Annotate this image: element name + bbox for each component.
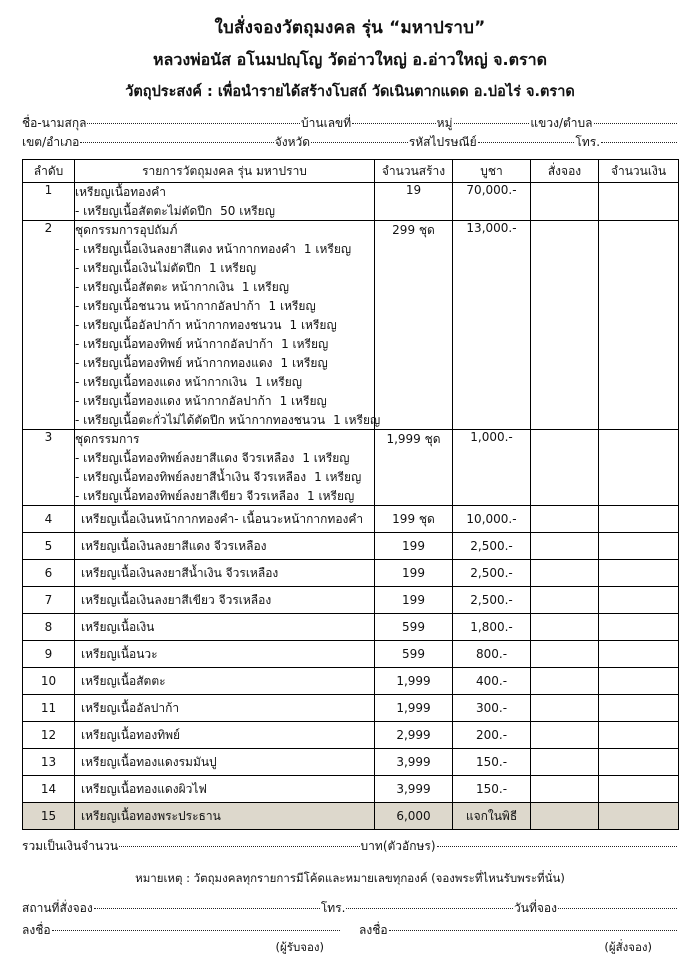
cell-amount-input[interactable]: [599, 587, 679, 614]
footer-phone-input[interactable]: [346, 897, 513, 909]
cell-price: 70,000.-: [453, 183, 531, 221]
cell-price: 150.-: [453, 749, 531, 776]
province-input[interactable]: [311, 131, 408, 143]
table-row: [23, 614, 679, 641]
item-sub-amount: 1 เหรียญ: [303, 242, 352, 256]
item-title: เหรียญเนื้อทองทิพย์: [81, 728, 181, 742]
item-sub-amount: 1 เหรียญ: [208, 261, 257, 275]
item-sub-text: - เหรียญเนื้อทองทิพย์ หน้ากากอัลปาก้า: [75, 337, 274, 351]
item-sub-amount: 1 เหรียญ: [279, 394, 327, 408]
item-sub-text: - เหรียญเนื้อสัตตะไม่ตัดปีก: [75, 204, 213, 218]
cell-quantity-made: 6,000: [375, 803, 453, 830]
province-label: จังหวัด: [274, 135, 311, 149]
item-sub-line: [75, 469, 374, 486]
cell-description: [75, 614, 375, 641]
item-title: เหรียญเนื้อทองพระประธาน: [81, 809, 221, 823]
item-sub-amount: 1 เหรียญ: [289, 318, 337, 332]
table-row: [23, 560, 679, 587]
cell-quantity-made: 3,999: [375, 749, 453, 776]
header-purpose: วัตถุประสงค์ : เพื่อนำรายได้สร้างโบสถ์ วัดเนินตากแดด อ.บ่อไร่ จ.ตราด: [125, 84, 575, 100]
cell-description: [75, 776, 375, 803]
col-header-price: บูชา: [453, 160, 531, 183]
cell-no: 6: [23, 560, 75, 587]
item-sub-amount: 1 เหรียญ: [314, 470, 362, 484]
item-sub-text: - เหรียญเนื้อสัตตะ หน้ากากเงิน: [75, 280, 234, 294]
item-sub-line: [75, 393, 374, 410]
item-title: เหรียญเนื้อนวะ: [81, 647, 158, 661]
cell-order-input[interactable]: [531, 668, 599, 695]
place-label: สถานที่สั่งจอง: [22, 901, 93, 915]
item-sub-line: [75, 298, 374, 315]
postcode-input[interactable]: [478, 131, 575, 143]
cell-no: 9: [23, 641, 75, 668]
customer-fields: [22, 114, 678, 152]
cell-description: [75, 221, 381, 430]
cell-price: 13,000.-: [453, 221, 531, 430]
cell-no: 2: [23, 221, 75, 430]
date-input[interactable]: [558, 897, 677, 909]
item-sub-text: - เหรียญเนื้อทองทิพย์ลงยาสีน้ำเงิน จีวรเหลือง: [75, 470, 307, 484]
item-sub-text: - เหรียญเนื้อทองแดง หน้ากากอัลปาก้า: [75, 394, 272, 408]
header-subtitle: หลวงพ่อนัส อโนมปญฺโญ วัดอ่าวใหญ่ อ.อ่าวใหญ่ จ.ตราด: [152, 50, 547, 69]
footer-phone-label: โทร.: [320, 901, 346, 915]
cell-quantity-made: 19: [375, 183, 453, 221]
footer-note: หมายเหตุ : วัตถุมงคลทุกรายการมีโค้ดและหมายเลขทุกองค์ (จองพระที่ไหนรับพระที่นั่น): [135, 871, 565, 885]
cell-description: [75, 560, 375, 587]
cell-description: [75, 668, 375, 695]
cell-order-input[interactable]: [531, 614, 599, 641]
cell-description: [75, 803, 375, 830]
cell-quantity-made: 1,999 ชุด: [375, 430, 453, 506]
cell-amount-input[interactable]: [599, 803, 679, 830]
postcode-label: รหัสไปรษณีย์: [408, 135, 477, 149]
item-title: เหรียญเนื้ออัลปาก้า: [81, 701, 180, 715]
item-title: เหรียญเนื้อเงิน: [81, 620, 155, 634]
phone-input[interactable]: [601, 131, 677, 143]
cell-price: 400.-: [453, 668, 531, 695]
item-title: เหรียญเนื้อเงินลงยาสีเขียว จีวรเหลือง: [81, 593, 272, 607]
cell-quantity-made: 599: [375, 614, 453, 641]
moo-label: หมู่: [436, 116, 453, 130]
cell-order-input[interactable]: [531, 776, 599, 803]
cell-order-input[interactable]: [531, 533, 599, 560]
house-no-input[interactable]: [352, 112, 436, 124]
table-row: [23, 533, 679, 560]
sign-orderer-label: ลงชื่อ: [359, 923, 388, 937]
cell-quantity-made: 199 ชุด: [375, 506, 453, 533]
cell-price: แจกในพิธี: [453, 803, 531, 830]
cell-quantity-made: 3,999: [375, 776, 453, 803]
item-sub-line: [75, 450, 374, 467]
item-sub-line: [75, 374, 374, 391]
cell-order-input[interactable]: [531, 641, 599, 668]
cell-quantity-made: 2,999: [375, 722, 453, 749]
cell-description: [75, 641, 375, 668]
table-row: [23, 430, 679, 506]
item-sub-amount: 1 เหรียญ: [254, 375, 303, 389]
signature-captions: [22, 937, 678, 957]
item-sub-text: - เหรียญเนื้อทองแดง หน้ากากเงิน: [75, 375, 247, 389]
table-row: [23, 695, 679, 722]
item-sub-amount: 1 เหรียญ: [280, 356, 328, 370]
cell-amount-input[interactable]: [599, 695, 679, 722]
district-input[interactable]: [80, 131, 273, 143]
item-sub-line: [75, 488, 374, 505]
sign-receiver-caption: (ผู้รับจอง): [275, 940, 324, 954]
item-title: ชุดกรรมการ: [75, 432, 140, 446]
cell-no: 11: [23, 695, 75, 722]
cell-no: 5: [23, 533, 75, 560]
table-row: [23, 221, 679, 430]
item-sub-line: [75, 317, 374, 334]
cell-amount-input[interactable]: [599, 506, 679, 533]
item-sub-amount: 1 เหรียญ: [268, 299, 316, 313]
cell-no: 3: [23, 430, 75, 506]
cell-quantity-made: 299 ชุด: [375, 221, 453, 430]
cell-amount-input[interactable]: [599, 430, 679, 506]
cell-price: 150.-: [453, 776, 531, 803]
table-row: [23, 749, 679, 776]
cell-quantity-made: 199: [375, 587, 453, 614]
cell-no: 1: [23, 183, 75, 221]
place-input[interactable]: [94, 897, 320, 909]
phone-label: โทร.: [575, 135, 601, 149]
cell-description: [75, 695, 375, 722]
cell-quantity-made: 1,999: [375, 668, 453, 695]
table-row: [23, 668, 679, 695]
item-title: เหรียญเนื้อสัตตะ: [81, 674, 166, 688]
cell-amount-input[interactable]: [599, 668, 679, 695]
customer-field-row-2: [22, 133, 678, 152]
summary-unit-label: บาท(ตัวอักษร): [360, 839, 436, 853]
page-title: ใบสั่งจองวัตถุมงคล รุ่น “มหาปราบ”: [214, 18, 486, 38]
item-sub-amount: 1 เหรียญ: [281, 337, 329, 351]
item-title: เหรียญเนื้อทองแดงผิวไฟ: [81, 782, 207, 796]
item-sub-line: [75, 355, 374, 372]
item-title: เหรียญเนื้อทองคำ: [75, 185, 166, 199]
item-sub-line: [75, 241, 374, 258]
cell-amount-input[interactable]: [599, 560, 679, 587]
cell-no: 14: [23, 776, 75, 803]
table-row: [23, 641, 679, 668]
item-sub-amount: 1 เหรียญ: [241, 280, 289, 294]
cell-order-input[interactable]: [531, 587, 599, 614]
item-sub-text: - เหรียญเนื้ออัลปาก้า หน้ากากทองชนวน: [75, 318, 282, 332]
table-header-row: [23, 160, 679, 183]
item-sub-line: [75, 336, 374, 353]
summary-row: [22, 837, 678, 856]
cell-description: [75, 533, 375, 560]
subdistrict-label: แขวง/ตำบล: [530, 116, 593, 130]
item-sub-text: - เหรียญเนื้อชนวน หน้ากากอัลปาก้า: [75, 299, 261, 313]
cell-price: 1,000.-: [453, 430, 531, 506]
cell-no: 15: [23, 803, 75, 830]
item-sub-amount: 1 เหรียญ: [302, 451, 350, 465]
footer-fields: [22, 898, 678, 957]
item-sub-text: - เหรียญเนื้อทองทิพย์ลงยาสีแดง จีวรเหลือง: [75, 451, 295, 465]
footer-row-1: [22, 898, 678, 918]
cell-order-input[interactable]: [531, 183, 599, 221]
item-sub-text: - เหรียญเนื้อทองทิพย์ หน้ากากทองแดง: [75, 356, 273, 370]
table-row: [23, 506, 679, 533]
cell-price: 1,800.-: [453, 614, 531, 641]
cell-price: 2,500.-: [453, 533, 531, 560]
cell-quantity-made: 1,999: [375, 695, 453, 722]
cell-description: [75, 587, 375, 614]
cell-amount-input[interactable]: [599, 183, 679, 221]
cell-amount-input[interactable]: [599, 776, 679, 803]
cell-no: 12: [23, 722, 75, 749]
name-input[interactable]: [87, 112, 300, 124]
cell-no: 7: [23, 587, 75, 614]
cell-price: 200.-: [453, 722, 531, 749]
cell-order-input[interactable]: [531, 560, 599, 587]
cell-quantity-made: 199: [375, 560, 453, 587]
cell-description: [75, 183, 375, 221]
item-sub-text: - เหรียญเนื้อทองทิพย์ลงยาสีเขียว จีวรเหลือง: [75, 489, 300, 503]
item-sub-line: [75, 260, 374, 277]
item-sub-text: - เหรียญเนื้อตะกั่วไม่ได้ตัดปีก หน้ากากทองชนวน: [75, 413, 326, 427]
table-row: [23, 183, 679, 221]
cell-price: 300.-: [453, 695, 531, 722]
document-header: [22, 14, 678, 103]
cell-amount-input[interactable]: [599, 533, 679, 560]
item-title: เหรียญเนื้อเงินลงยาสีน้ำเงิน จีวรเหลือง: [81, 566, 279, 580]
item-sub-amount: 1 เหรียญ: [307, 489, 355, 503]
item-title: ชุดกรรมการอุปถัมภ์: [75, 223, 178, 237]
house-no-label: บ้านเลขที่: [301, 116, 352, 130]
col-header-amount: จำนวนเงิน: [599, 160, 679, 183]
cell-no: 10: [23, 668, 75, 695]
table-row: [23, 587, 679, 614]
table-row: [23, 722, 679, 749]
cell-order-input[interactable]: [531, 695, 599, 722]
cell-no: 8: [23, 614, 75, 641]
cell-order-input[interactable]: [531, 506, 599, 533]
cell-order-input[interactable]: [531, 803, 599, 830]
order-table: [22, 159, 679, 830]
cell-price: 800.-: [453, 641, 531, 668]
date-label: วันที่จอง: [514, 901, 557, 915]
cell-amount-input[interactable]: [599, 614, 679, 641]
item-sub-line: [75, 412, 381, 429]
table-row: [23, 776, 679, 803]
cell-order-input[interactable]: [531, 221, 599, 430]
col-header-order: สั่งจอง: [531, 160, 599, 183]
cell-amount-input[interactable]: [599, 749, 679, 776]
sign-orderer-input[interactable]: [389, 919, 677, 931]
cell-description: [75, 722, 375, 749]
cell-description: [75, 430, 375, 506]
cell-description: [75, 749, 375, 776]
cell-price: 2,500.-: [453, 560, 531, 587]
cell-price: 2,500.-: [453, 587, 531, 614]
item-title: เหรียญเนื้อทองแดงรมมันปู: [81, 755, 217, 769]
cell-amount-input[interactable]: [599, 641, 679, 668]
cell-order-input[interactable]: [531, 722, 599, 749]
table-body: [23, 183, 679, 830]
item-title: เหรียญเนื้อเงินลงยาสีแดง จีวรเหลือง: [81, 539, 267, 553]
cell-price: 10,000.-: [453, 506, 531, 533]
cell-order-input[interactable]: [531, 430, 599, 506]
col-header-quantity-made: จำนวนสร้าง: [375, 160, 453, 183]
summary-text-input[interactable]: [437, 835, 677, 847]
item-sub-text: - เหรียญเนื้อเงินไม่ตัดปีก: [75, 261, 201, 275]
sign-receiver-label: ลงชื่อ: [22, 923, 51, 937]
summary-amount-input[interactable]: [119, 835, 359, 847]
moo-input[interactable]: [454, 112, 530, 124]
cell-description: [75, 506, 375, 533]
cell-amount-input[interactable]: [599, 221, 679, 430]
cell-quantity-made: 599: [375, 641, 453, 668]
name-label: ชื่อ-นามสกุล: [22, 116, 87, 130]
subdistrict-input[interactable]: [594, 112, 678, 124]
cell-no: 13: [23, 749, 75, 776]
cell-order-input[interactable]: [531, 749, 599, 776]
item-sub-amount: 1 เหรียญ: [333, 413, 381, 427]
cell-amount-input[interactable]: [599, 722, 679, 749]
cell-quantity-made: 199: [375, 533, 453, 560]
col-header-no: ลำดับ: [23, 160, 75, 183]
col-header-description: รายการวัตถุมงคล รุ่น มหาปราบ: [75, 160, 375, 183]
district-label: เขต/อำเภอ: [22, 135, 80, 149]
sign-orderer-caption: (ผู้สั่งจอง): [604, 940, 652, 954]
item-sub-text: - เหรียญเนื้อเงินลงยาสีแดง หน้ากากทองคำ: [75, 242, 296, 256]
cell-no: 4: [23, 506, 75, 533]
item-title: เหรียญเนื้อเงินหน้ากากทองคำ- เนื้อนวะหน้ากากทองคำ: [81, 512, 364, 526]
table-row: [23, 803, 679, 830]
item-sub-amount: 50 เหรียญ: [220, 204, 275, 218]
sign-receiver-input[interactable]: [52, 919, 340, 931]
summary-label: รวมเป็นเงินจำนวน: [22, 839, 119, 853]
item-sub-line: [75, 279, 374, 296]
item-sub-line: [75, 203, 374, 220]
